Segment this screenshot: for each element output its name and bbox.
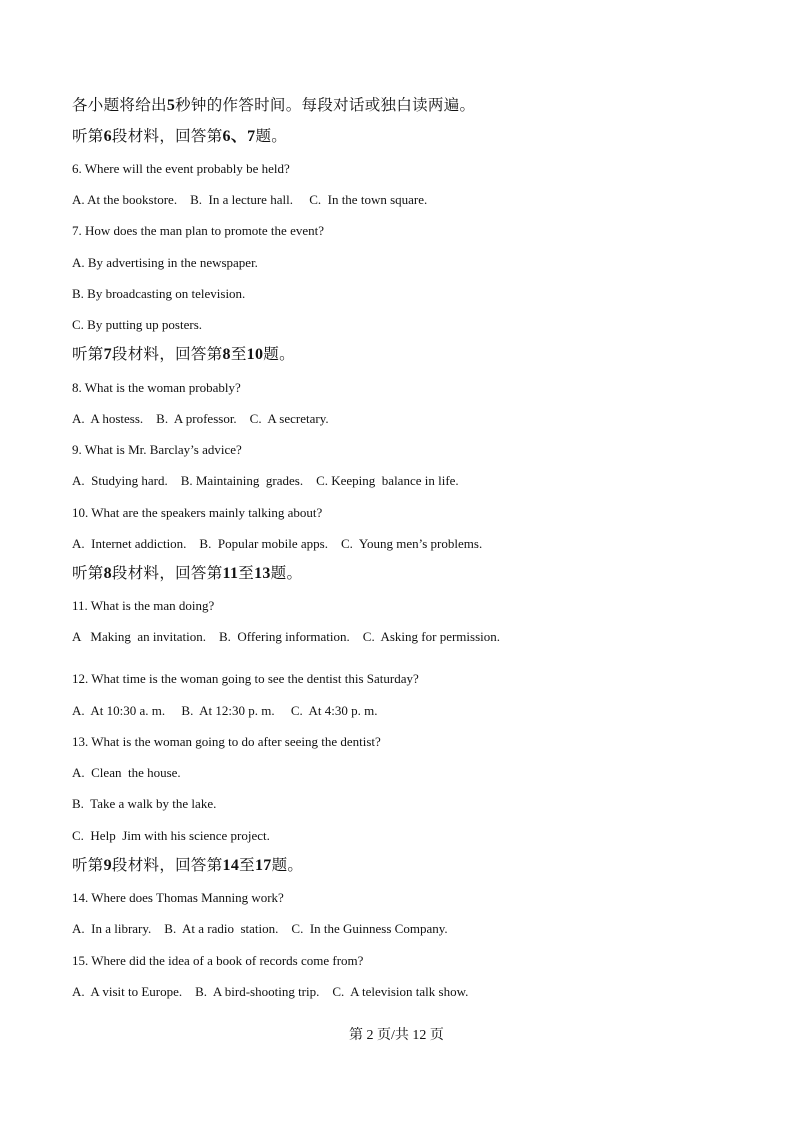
section-heading-8: 听第8段材料，回答第11至13题。	[72, 564, 303, 582]
question-9-stem: 9. What is Mr. Barclay’s advice?	[72, 442, 242, 457]
question-7-option-a: A. By advertising in the newspaper.	[72, 255, 258, 270]
question-13-option-a: A. Clean the house.	[72, 765, 181, 780]
question-10-options: A. Internet addiction. B. Popular mobile apps. C. Young men’s problems.	[72, 536, 483, 551]
question-6-options: A. At the bookstore. B. In a lecture hall. C. In the town square.	[72, 192, 428, 207]
question-13-stem: 13. What is the woman going to do after seeing the dentist?	[72, 734, 381, 749]
question-14-stem: 14. Where does Thomas Manning work?	[72, 890, 284, 905]
question-7-option-c: C. By putting up posters.	[72, 317, 203, 332]
question-6-stem: 6. Where will the event probably be held?	[72, 161, 290, 176]
instruction-text: 各小题将给出5秒钟的作答时间。每段对话或独白读两遍。	[72, 96, 476, 114]
question-11-options: A Making an invitation. B. Offering information. C. Asking for permission.	[72, 629, 501, 644]
section-heading-7: 听第7段材料，回答第8至10题。	[72, 345, 295, 363]
question-7-stem: 7. How does the man plan to promote the event?	[72, 223, 324, 238]
question-15-options: A. A visit to Europe. B. A bird-shooting trip. C. A television talk show.	[72, 984, 469, 999]
question-12-options: A. At 10:30 a. m. B. At 12:30 p. m. C. At 4:30 p. m.	[72, 703, 378, 718]
question-15-stem: 15. Where did the idea of a book of records come from?	[72, 953, 364, 968]
question-14-options: A. In a library. B. At a radio station. C. In the Guinness Company.	[72, 921, 448, 936]
section-heading-9: 听第9段材料，回答第14至17题。	[72, 856, 304, 874]
question-11-stem: 11. What is the man doing?	[72, 598, 215, 613]
question-7-option-b: B. By broadcasting on television.	[72, 286, 246, 301]
question-10-stem: 10. What are the speakers mainly talking about?	[72, 505, 323, 520]
page-number-footer: 第 2 页/共 12 页	[349, 1028, 444, 1043]
question-8-options: A. A hostess. B. A professor. C. A secretary.	[72, 411, 329, 426]
section-heading-6: 听第6段材料，回答第6、7题。	[72, 127, 288, 145]
question-13-option-b: B. Take a walk by the lake.	[72, 796, 217, 811]
question-13-option-c: C. Help Jim with his science project.	[72, 828, 270, 843]
question-9-options: A. Studying hard. B. Maintaining grades. C. Keeping balance in life.	[72, 473, 459, 488]
question-12-stem: 12. What time is the woman going to see the dentist this Saturday?	[72, 671, 419, 686]
question-8-stem: 8. What is the woman probably?	[72, 380, 241, 395]
